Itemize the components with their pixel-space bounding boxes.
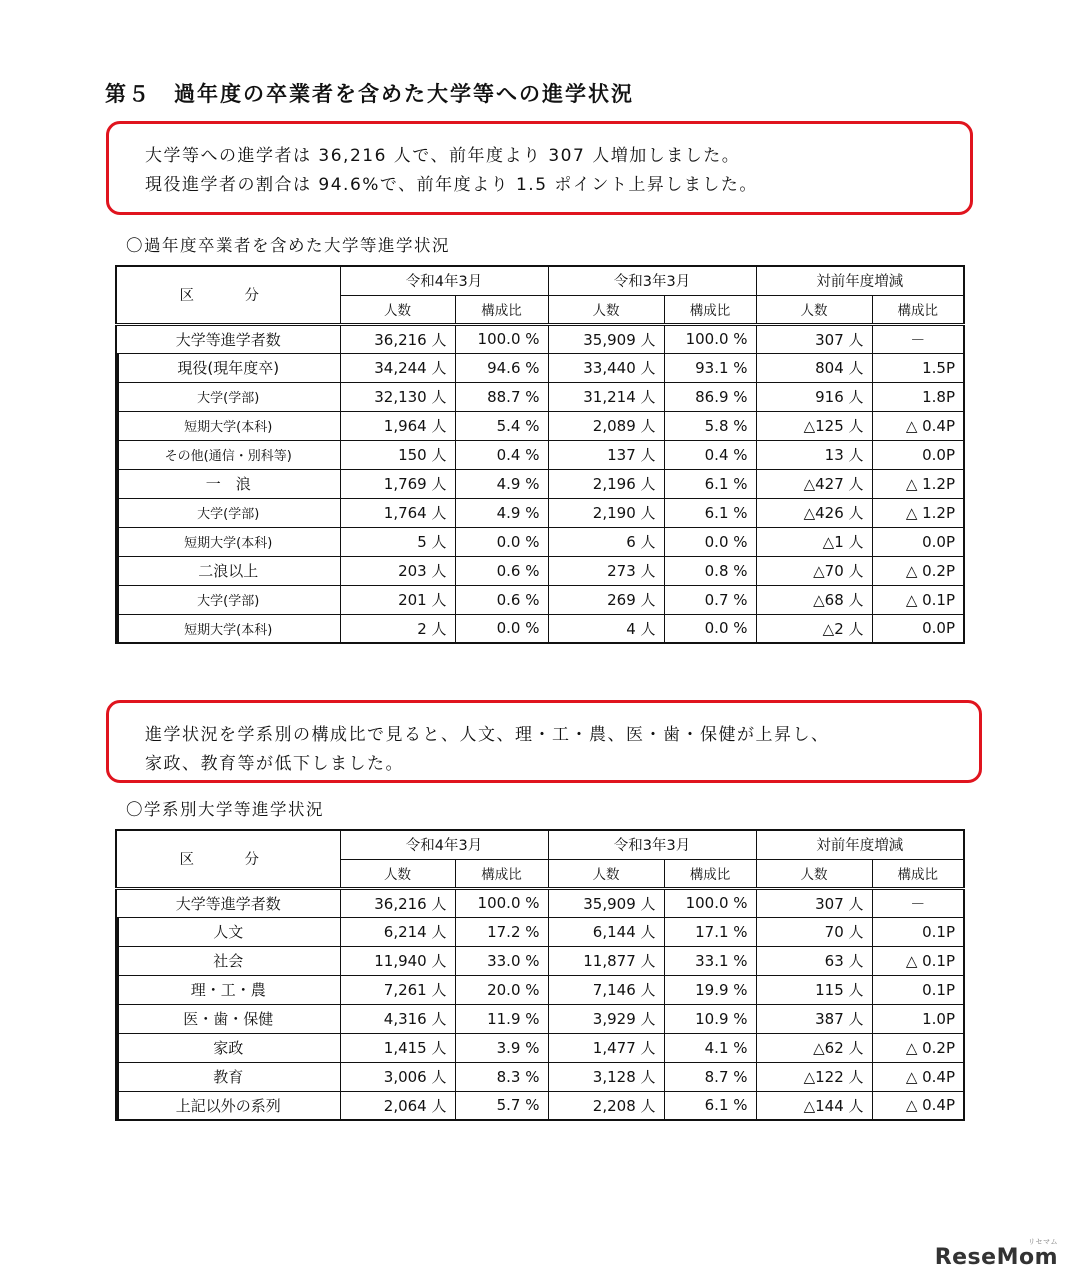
row-label: 短期大学(本科) (116, 527, 340, 556)
ratio-r4: 4.9 % (455, 498, 548, 527)
row-label: 短期大学(本科) (116, 614, 340, 643)
row-label: 理・工・農 (116, 975, 340, 1004)
ratio-r3: 10.9 % (664, 1004, 756, 1033)
row-label: 上記以外の系列 (116, 1091, 340, 1120)
row-label: 教育 (116, 1062, 340, 1091)
ratio-diff: 0.1P (872, 917, 964, 946)
ratio-r4: 0.0 % (455, 614, 548, 643)
table-row (116, 411, 964, 440)
section-2-label: 〇学系別大学等進学状況 (126, 800, 324, 819)
count-r3: 2,190 人 (548, 498, 664, 527)
table-row (116, 946, 964, 975)
count-r3: 3,929 人 (548, 1004, 664, 1033)
ratio-diff: △ 0.4P (872, 1062, 964, 1091)
row-label: 人文 (116, 917, 340, 946)
ratio-r3: 0.7 % (664, 585, 756, 614)
count-r3: 269 人 (548, 585, 664, 614)
count-diff: 13 人 (756, 440, 872, 469)
ratio-r4: 5.7 % (455, 1091, 548, 1120)
ratio-diff: － (872, 324, 964, 353)
header-ratio: 構成比 (872, 859, 964, 888)
row-label: 現役(現年度卒) (116, 353, 340, 382)
header-count: 人数 (340, 295, 455, 324)
row-label: 大学等進学者数 (116, 888, 340, 917)
header-ratio: 構成比 (664, 859, 756, 888)
count-r3: 1,477 人 (548, 1033, 664, 1062)
ratio-r3: 6.1 % (664, 469, 756, 498)
count-r4: 4,316 人 (340, 1004, 455, 1033)
count-r4: 5 人 (340, 527, 455, 556)
table-row (116, 585, 964, 614)
table-row (116, 917, 964, 946)
count-r4: 1,415 人 (340, 1033, 455, 1062)
ratio-r4: 4.9 % (455, 469, 548, 498)
count-r3: 6 人 (548, 527, 664, 556)
count-diff: 115 人 (756, 975, 872, 1004)
row-label: 家政 (116, 1033, 340, 1062)
ratio-diff: △ 1.2P (872, 498, 964, 527)
count-r3: 137 人 (548, 440, 664, 469)
ratio-r4: 0.0 % (455, 527, 548, 556)
ratio-r4: 11.9 % (455, 1004, 548, 1033)
ratio-r4: 94.6 % (455, 353, 548, 382)
row-label: 大学等進学者数 (116, 324, 340, 353)
count-r4: 2 人 (340, 614, 455, 643)
row-label: 大学(学部) (116, 585, 340, 614)
count-diff: △1 人 (756, 527, 872, 556)
count-r3: 4 人 (548, 614, 664, 643)
count-diff: 804 人 (756, 353, 872, 382)
ratio-r3: 17.1 % (664, 917, 756, 946)
table-row (116, 975, 964, 1004)
header-count: 人数 (548, 295, 664, 324)
count-diff: 307 人 (756, 888, 872, 917)
ratio-r3: 33.1 % (664, 946, 756, 975)
ratio-diff: 0.1P (872, 975, 964, 1004)
count-r3: 31,214 人 (548, 382, 664, 411)
count-r3: 33,440 人 (548, 353, 664, 382)
count-diff: △125 人 (756, 411, 872, 440)
table-row (116, 1033, 964, 1062)
count-r4: 3,006 人 (340, 1062, 455, 1091)
ratio-diff: △ 1.2P (872, 469, 964, 498)
count-diff: 387 人 (756, 1004, 872, 1033)
ratio-diff: 1.0P (872, 1004, 964, 1033)
ratio-r3: 0.0 % (664, 527, 756, 556)
header-r4: 令和4年3月 (340, 830, 548, 859)
count-r3: 2,089 人 (548, 411, 664, 440)
header-ratio: 構成比 (455, 859, 548, 888)
ratio-diff: 1.5P (872, 353, 964, 382)
ratio-diff: △ 0.1P (872, 585, 964, 614)
table-row (116, 469, 964, 498)
ratio-diff: △ 0.4P (872, 411, 964, 440)
ratio-r4: 100.0 % (455, 888, 548, 917)
ratio-r4: 0.6 % (455, 556, 548, 585)
ratio-diff: 1.8P (872, 382, 964, 411)
table-row (116, 556, 964, 585)
count-diff: △426 人 (756, 498, 872, 527)
table-row (116, 888, 964, 917)
header-count: 人数 (756, 295, 872, 324)
row-label: 一 浪 (116, 469, 340, 498)
ratio-diff: △ 0.2P (872, 556, 964, 585)
table-row (116, 1062, 964, 1091)
ratio-diff: 0.0P (872, 527, 964, 556)
count-r3: 35,909 人 (548, 324, 664, 353)
count-diff: △427 人 (756, 469, 872, 498)
ratio-r3: 6.1 % (664, 1091, 756, 1120)
callout-1-line-1: 大学等への進学者は 36,216 人で、前年度より 307 人増加しました。 (145, 146, 741, 166)
ratio-r3: 0.8 % (664, 556, 756, 585)
header-kubun: 区 分 (116, 266, 340, 324)
count-diff: △122 人 (756, 1062, 872, 1091)
header-count: 人数 (548, 859, 664, 888)
table-row (116, 498, 964, 527)
count-diff: 916 人 (756, 382, 872, 411)
header-kubun: 区 分 (116, 830, 340, 888)
ratio-r3: 100.0 % (664, 888, 756, 917)
count-r4: 1,764 人 (340, 498, 455, 527)
ratio-r3: 86.9 % (664, 382, 756, 411)
section-1-label: 〇過年度卒業者を含めた大学等進学状況 (126, 236, 450, 255)
count-r3: 7,146 人 (548, 975, 664, 1004)
count-r4: 150 人 (340, 440, 455, 469)
ratio-r3: 6.1 % (664, 498, 756, 527)
row-label: 社会 (116, 946, 340, 975)
ratio-r3: 0.4 % (664, 440, 756, 469)
count-r4: 7,261 人 (340, 975, 455, 1004)
table-by-field-of-study (115, 829, 965, 1121)
count-r4: 32,130 人 (340, 382, 455, 411)
table-row (116, 324, 964, 353)
count-r3: 273 人 (548, 556, 664, 585)
row-label: 短期大学(本科) (116, 411, 340, 440)
header-r3: 令和3年3月 (548, 266, 756, 295)
count-diff: 63 人 (756, 946, 872, 975)
count-diff: △144 人 (756, 1091, 872, 1120)
ratio-r3: 8.7 % (664, 1062, 756, 1091)
header-diff: 対前年度増減 (756, 266, 964, 295)
row-label: 医・歯・保健 (116, 1004, 340, 1033)
ratio-r4: 0.6 % (455, 585, 548, 614)
count-r3: 2,196 人 (548, 469, 664, 498)
row-label: 大学(学部) (116, 382, 340, 411)
count-r4: 36,216 人 (340, 324, 455, 353)
header-ratio: 構成比 (455, 295, 548, 324)
ratio-r4: 8.3 % (455, 1062, 548, 1091)
count-r3: 3,128 人 (548, 1062, 664, 1091)
callout-2-line-2: 家政、教育等が低下しました。 (145, 754, 404, 774)
callout-2-line-1: 進学状況を学系別の構成比で見ると、人文、理・工・農、医・歯・保健が上昇し、 (145, 725, 830, 745)
header-r4: 令和4年3月 (340, 266, 548, 295)
ratio-diff: － (872, 888, 964, 917)
ratio-r4: 100.0 % (455, 324, 548, 353)
ratio-r4: 33.0 % (455, 946, 548, 975)
header-ratio: 構成比 (664, 295, 756, 324)
count-r3: 2,208 人 (548, 1091, 664, 1120)
ratio-r3: 5.8 % (664, 411, 756, 440)
count-r4: 1,769 人 (340, 469, 455, 498)
ratio-r3: 93.1 % (664, 353, 756, 382)
count-r4: 2,064 人 (340, 1091, 455, 1120)
count-r4: 6,214 人 (340, 917, 455, 946)
count-r4: 11,940 人 (340, 946, 455, 975)
ratio-r3: 19.9 % (664, 975, 756, 1004)
table-row (116, 353, 964, 382)
callout-1-line-2: 現役進学者の割合は 94.6%で、前年度より 1.5 ポイント上昇しました。 (145, 175, 758, 195)
table-graduates-including-past-years (115, 265, 965, 644)
ratio-r4: 20.0 % (455, 975, 548, 1004)
header-diff: 対前年度増減 (756, 830, 964, 859)
ratio-diff: 0.0P (872, 440, 964, 469)
row-label: その他(通信・別科等) (116, 440, 340, 469)
count-r4: 203 人 (340, 556, 455, 585)
row-label: 大学(学部) (116, 498, 340, 527)
ratio-r3: 0.0 % (664, 614, 756, 643)
header-count: 人数 (756, 859, 872, 888)
ratio-r3: 4.1 % (664, 1033, 756, 1062)
resemom-logo (935, 1237, 1058, 1270)
count-diff: △2 人 (756, 614, 872, 643)
table-row (116, 1004, 964, 1033)
ratio-r4: 88.7 % (455, 382, 548, 411)
ratio-diff: △ 0.1P (872, 946, 964, 975)
count-r4: 201 人 (340, 585, 455, 614)
count-diff: 307 人 (756, 324, 872, 353)
logo-text: ReseMom (934, 1245, 1058, 1270)
count-diff: △62 人 (756, 1033, 872, 1062)
header-ratio: 構成比 (872, 295, 964, 324)
ratio-diff: △ 0.4P (872, 1091, 964, 1120)
header-count: 人数 (340, 859, 455, 888)
header-r3: 令和3年3月 (548, 830, 756, 859)
logo-tagline: リセマム (1028, 1238, 1058, 1246)
page-title: 第５ 過年度の卒業者を含めた大学等への進学状況 (105, 82, 634, 106)
ratio-r4: 17.2 % (455, 917, 548, 946)
table-row (116, 527, 964, 556)
count-diff: △70 人 (756, 556, 872, 585)
count-diff: △68 人 (756, 585, 872, 614)
table-row (116, 382, 964, 411)
ratio-r4: 3.9 % (455, 1033, 548, 1062)
count-diff: 70 人 (756, 917, 872, 946)
summary-callout-1 (106, 121, 973, 215)
ratio-diff: △ 0.2P (872, 1033, 964, 1062)
ratio-r4: 5.4 % (455, 411, 548, 440)
table-row (116, 440, 964, 469)
count-r3: 35,909 人 (548, 888, 664, 917)
table-row (116, 614, 964, 643)
count-r4: 1,964 人 (340, 411, 455, 440)
table-row (116, 1091, 964, 1120)
ratio-r3: 100.0 % (664, 324, 756, 353)
count-r4: 34,244 人 (340, 353, 455, 382)
ratio-diff: 0.0P (872, 614, 964, 643)
count-r3: 6,144 人 (548, 917, 664, 946)
summary-callout-2 (106, 700, 982, 783)
ratio-r4: 0.4 % (455, 440, 548, 469)
row-label: 二浪以上 (116, 556, 340, 585)
count-r4: 36,216 人 (340, 888, 455, 917)
count-r3: 11,877 人 (548, 946, 664, 975)
